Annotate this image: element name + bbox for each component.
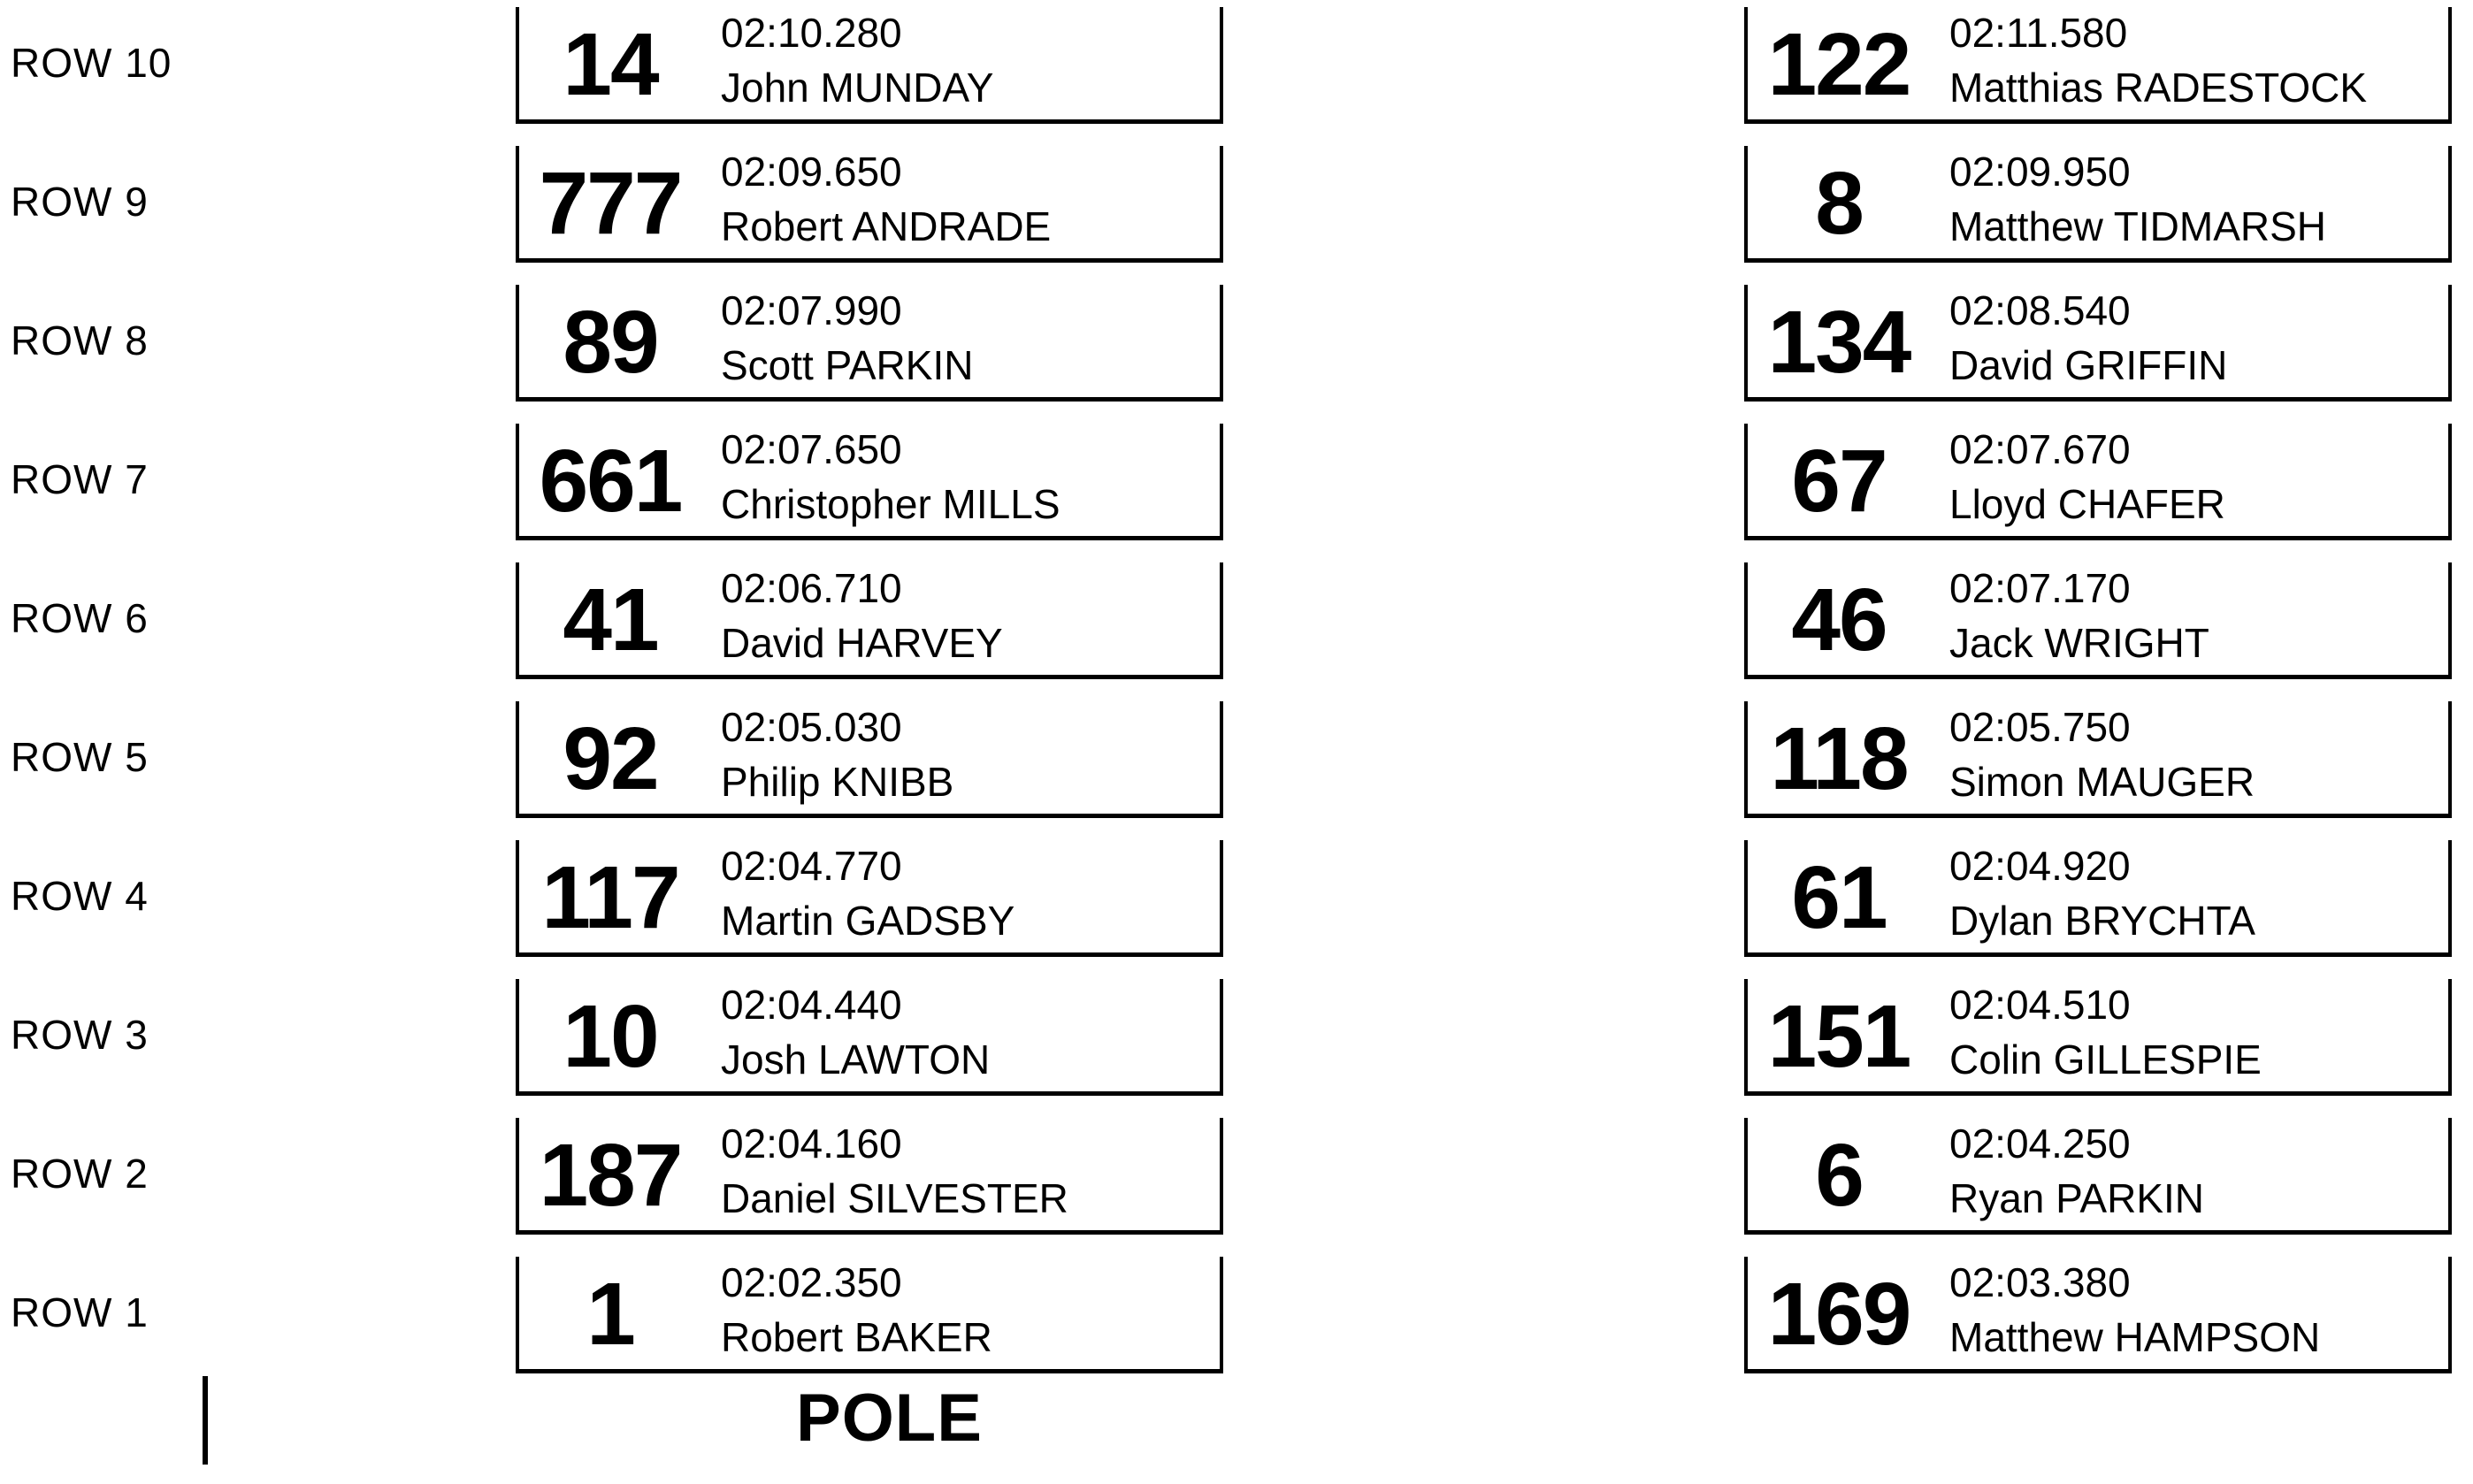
car-number: 8 <box>1815 154 1863 253</box>
row-label: ROW 1 <box>11 1289 149 1335</box>
car-number: 46 <box>1791 570 1887 669</box>
car-number: 169 <box>1767 1265 1910 1364</box>
lap-time: 02:10.280 <box>721 10 902 56</box>
car-number: 41 <box>563 570 658 669</box>
car-number: 1 <box>586 1265 634 1364</box>
grid-slot-left <box>516 146 1223 263</box>
driver-name: Ryan PARKIN <box>1949 1175 2205 1221</box>
grid-slot-right <box>1744 285 2452 402</box>
driver-name: John MUNDAY <box>721 65 994 111</box>
lap-time: 02:07.650 <box>721 426 902 472</box>
car-number: 118 <box>1770 709 1908 808</box>
car-number: 14 <box>563 15 658 114</box>
driver-name: Dylan BRYCHTA <box>1949 898 2255 944</box>
lap-time: 02:04.770 <box>721 843 902 889</box>
driver-name: Josh LAWTON <box>721 1037 991 1082</box>
lap-time: 02:09.950 <box>1949 149 2131 195</box>
row-label: ROW 4 <box>11 873 149 919</box>
driver-name: Simon MAUGER <box>1949 759 2255 805</box>
row-label: ROW 3 <box>11 1012 149 1058</box>
driver-name: Jack WRIGHT <box>1949 620 2209 666</box>
lap-time: 02:06.710 <box>721 565 902 611</box>
grid-slot-right <box>1744 562 2452 679</box>
car-number: 134 <box>1767 293 1910 392</box>
lap-time: 02:05.030 <box>721 704 902 750</box>
driver-name: David GRIFFIN <box>1949 342 2228 388</box>
lap-time: 02:11.580 <box>1949 10 2128 56</box>
lap-time: 02:04.510 <box>1949 982 2131 1028</box>
driver-name: Matthew HAMPSON <box>1949 1314 2321 1360</box>
lap-time: 02:04.440 <box>721 982 902 1028</box>
driver-name: Robert ANDRADE <box>721 203 1052 249</box>
grid-slot-right <box>1744 146 2452 263</box>
driver-name: David HARVEY <box>721 620 1003 666</box>
grid-slot-right <box>1744 424 2452 540</box>
lap-time: 02:07.670 <box>1949 426 2131 472</box>
car-number: 117 <box>541 848 679 947</box>
driver-name: Daniel SILVESTER <box>721 1175 1068 1221</box>
grid-slot-left <box>516 562 1223 679</box>
grid-divider-line <box>203 1376 208 1465</box>
grid-slot-left <box>516 1118 1223 1235</box>
car-number: 10 <box>563 987 658 1086</box>
driver-name: Lloyd CHAFER <box>1949 481 2225 527</box>
grid-slot-left <box>516 7 1223 124</box>
car-number: 6 <box>1815 1126 1863 1225</box>
lap-time: 02:04.920 <box>1949 843 2131 889</box>
row-label: ROW 2 <box>11 1151 149 1197</box>
grid-slot-right <box>1744 701 2452 818</box>
row-label: ROW 5 <box>11 734 149 780</box>
driver-name: Matthias RADESTOCK <box>1949 65 2368 111</box>
driver-name: Martin GADSBY <box>721 898 1015 944</box>
lap-time: 02:07.170 <box>1949 565 2131 611</box>
row-label: ROW 10 <box>11 40 172 86</box>
lap-time: 02:08.540 <box>1949 287 2131 333</box>
grid-slot-left <box>516 701 1223 818</box>
pole-label: POLE <box>796 1381 983 1456</box>
grid-slot-left <box>516 424 1223 540</box>
lap-time: 02:05.750 <box>1949 704 2131 750</box>
driver-name: Philip KNIBB <box>721 759 954 805</box>
car-number: 661 <box>539 432 682 531</box>
grid-slot-right <box>1744 1257 2452 1373</box>
car-number: 61 <box>1791 848 1887 947</box>
car-number: 89 <box>563 293 658 392</box>
lap-time: 02:04.160 <box>721 1121 902 1167</box>
grid-slot-right <box>1744 7 2452 124</box>
car-number: 187 <box>539 1126 682 1225</box>
driver-name: Scott PARKIN <box>721 342 974 388</box>
grid-slot-left <box>516 840 1223 957</box>
lap-time: 02:04.250 <box>1949 1121 2131 1167</box>
lap-time: 02:09.650 <box>721 149 902 195</box>
driver-name: Christopher MILLS <box>721 481 1060 527</box>
car-number: 92 <box>563 709 658 808</box>
lap-time: 02:02.350 <box>721 1259 902 1305</box>
grid-slot-right <box>1744 840 2452 957</box>
row-label: ROW 9 <box>11 179 149 225</box>
lap-time: 02:07.990 <box>721 287 902 333</box>
grid-slot-left <box>516 979 1223 1096</box>
grid-slot-left <box>516 1257 1223 1373</box>
car-number: 777 <box>539 154 682 253</box>
row-label: ROW 8 <box>11 317 149 363</box>
driver-name: Robert BAKER <box>721 1314 992 1360</box>
driver-name: Colin GILLESPIE <box>1949 1037 2262 1082</box>
grid-slot-right <box>1744 979 2452 1096</box>
driver-name: Matthew TIDMARSH <box>1949 203 2327 249</box>
row-label: ROW 6 <box>11 595 149 641</box>
row-label: ROW 7 <box>11 456 149 502</box>
grid-slot-right <box>1744 1118 2452 1235</box>
car-number: 67 <box>1791 432 1887 531</box>
car-number: 151 <box>1767 987 1910 1086</box>
lap-time: 02:03.380 <box>1949 1259 2131 1305</box>
car-number: 122 <box>1767 15 1910 114</box>
grid-slot-left <box>516 285 1223 402</box>
